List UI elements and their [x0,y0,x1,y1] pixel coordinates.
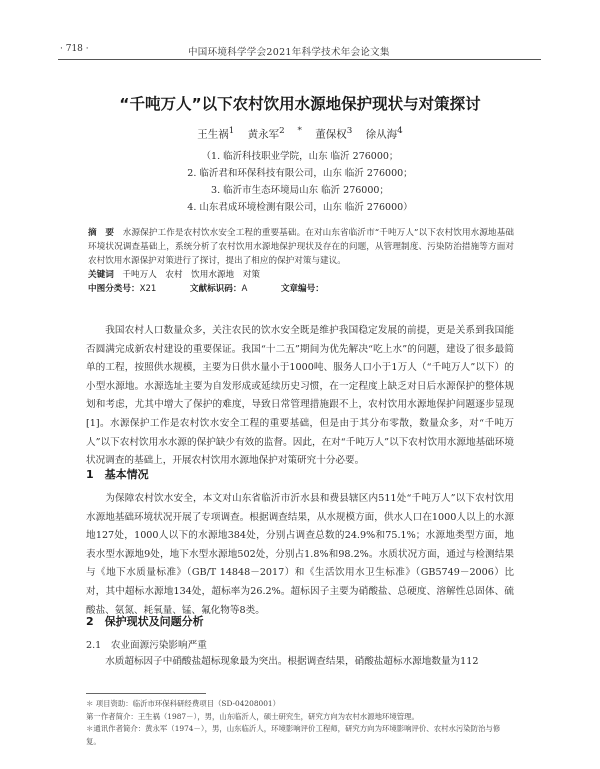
abstract-text: 水源保护工作是农村饮水安全工程的重要基础。在对山东省临沂市“千吨万人”以下农村饮用水源地基础环境状况调查基础上，系统分析了农村饮用水源地保护现状及存在的问题，从管理制度、污染防治措施等方面对农村饮用水源保护对策进行了探讨，提出了相应的保护对策与建议。 [88,228,514,266]
author-1: 王生祸 [197,128,229,141]
author-2: 黄永军 [247,128,280,141]
abstract-label: 摘 要 [88,228,115,238]
author-4: 徐从海 [365,128,398,141]
footnote-funding: ＊ 项目资助：临沂市环保科研经费项目（SD-04208001） [86,699,281,708]
section-2-1-heading: 2.1 农业面源污染影响严重 [86,640,207,651]
author-2-sup: 2 * [279,126,302,136]
page-number: · 718 · [60,44,89,54]
footnotes [86,698,514,748]
clc-value: X21 [139,284,157,294]
author-4-sup: 4 [397,126,403,136]
doc-code-label: 文献标识码： [189,284,242,294]
intro-paragraph: 我国农村人口数量众多，关注农民的饮水安全既是维护我国稳定发展的前提，更是关系到我国能否圆满完成新农村建设的重要保证。我国“十二五”期间为优先解决“吃上水”的问题，建设了很多最简单的工程，按照供水规模，主要为日供水量小于1000吨、服务人口小于1万人（“千吨万人”以下）的小型水源地。水源选址主要为自发形成或延续历史习惯，在一定程度上缺乏对日后水源保护的整体规划和考虑，尤其中增大了保护的难度，导致日常管理措施跟不上，农村饮用水源地保护问题逐步显现 [1]。水源保护工作是农村饮水安全工程的重要基础，但是由于其分布零散，数量众多，对“千吨万人”以下农村饮用水水源的保护缺少有效的监督。因此，在对“千吨万人”以下农村饮用水源地基础环境状况调查的基础上，开展农村饮用水源地保护对策研究十分必要。 [86,325,514,467]
paper-title: “千吨万人”以下农村饮用水源地保护现状与对策探讨 [119,95,481,113]
keywords: 千吨万人 农村 饮用水源地 对策 [122,270,260,280]
affiliation-2: 2. 临沂君和环保科技有限公司，山东 临沂 276000； [187,168,413,179]
section-2-1-paragraph: 水质超标因子中硝酸盐超标现象最为突出。根据调查结果，硝酸盐超标水源地数量为112 [105,656,479,667]
author-line [40,126,560,142]
section-1-heading: 1 基本情况 [86,468,149,481]
abstract [88,226,514,296]
author-3: 董保权 [315,128,347,141]
section-2-heading: 2 保护现状及问题分析 [86,615,204,628]
footnote-corresponding-author: ＊通讯作者简介：黄永军（1974－），男，山东临沂人，环境影响评价工程师，研究方向为环境影响评价、农村水污染防治与修复。 [86,724,501,746]
author-3-sup: 3 [346,126,353,136]
author-1-sup: 1 [228,126,235,136]
article-number-label: 文章编号： [280,284,324,294]
affiliation-3: 3. 临沂市生态环境局山东 临沂 276000； [211,185,389,196]
keywords-label: 关键词 [88,270,114,280]
section-1-paragraph: 为保障农村饮水安全，本文对山东省临沂市沂水县和费县辖区内511处“千吨万人”以下农村饮用水源地基础环境状况开展了专项调查。根据调查结果，从水规模方面，供水人口在1000人以上的水源地127处，1000人以下的水源地384处，分别占调查总数的24.9%和75.1%；水源地类型方面，地表水型水源地9处，地下水型水源地502处，分别占1.8%和98.2%。水质状况方面，通过与检测结果与《地下水质量标准》（GB/T 14848－2017）和《生活饮用水卫生标准》（GB5749－2006）比对，其中超标水源地134处，超标率为26.2%。超标因子主要为硝酸盐、总硬度、溶解性总固体、硫酸盐、氨氮、耗氧量、锰、氟化物等8类。 [86,493,514,616]
doc-code-value: A [241,284,248,294]
running-title: 中国环境科学学会2021年科学技术年会论文集 [188,47,390,58]
affiliation-4: 4. 山东君成环境检测有限公司，山东 临沂 276000） [187,202,413,213]
footnote-rule [86,693,206,694]
header-rule [58,59,541,60]
footnote-first-author: 第一作者简介：王生祸（1987－），男，山东临沂人，硕士研究生，研究方向为农村水源地环境管理。 [86,711,419,721]
clc-label: 中图分类号： [88,284,140,294]
affiliation-1: （1. 临沂科技职业学院，山东 临沂 276000； [201,151,399,162]
